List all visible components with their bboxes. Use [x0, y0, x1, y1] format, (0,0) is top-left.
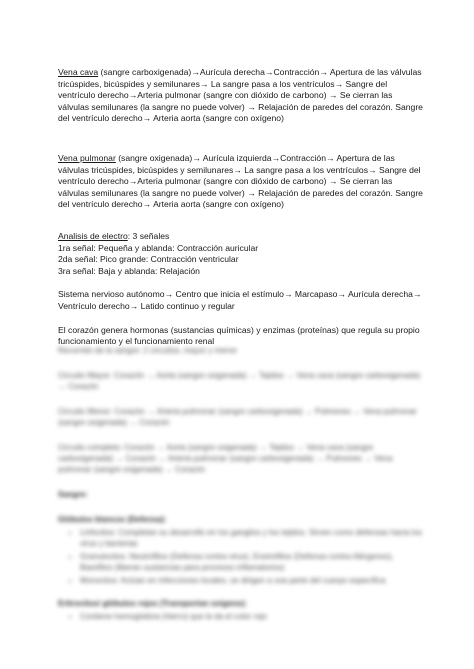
text-electro: : 3 señales: [127, 230, 170, 241]
blurred-eritrocitos: Eritrocitos/ glóbulos rojos (Transportan oxígeno):: [58, 599, 247, 608]
paragraph-sistema-nervioso: [58, 289, 423, 312]
electro-line-1: 1ra señal: Pequeña y ablanda: Contracción auricular: [58, 242, 259, 253]
list-item: • Contiene hemoglobina (hierro) que le da el color rojo: [80, 611, 423, 622]
paragraph-vena-cava: [58, 67, 423, 125]
term-vena-cava: Vena cava: [58, 67, 99, 77]
term-vena-pulmonar: Vena pulmonar: [58, 152, 116, 163]
blurred-sangre-heading: Sangre:: [58, 490, 88, 499]
blurred-circuito-mayor: Circuito Mayor: Corazón → Aorta (sangre oxigenada) → Tejidos → Vena cava (sangre carboxigenada) → Corazón: [58, 371, 421, 391]
text-vena-cava: (sangre carboxigenada)→Aurícula derecha→Contracción→ Apertura de las válvulas tricúspides, bicúspides y semilunares→ La sangre pasa a los ventrículos→ Sangre del ventrículo derecho→Arteria pulmonar (sangre con dióxido de carbono) → Se cierran las válvulas semilunares (la sangre no puede volver) → Relajación de paredes del corazón. Sangre del ventrículo derecho→ Arteria aorta (sangre con oxígeno): [58, 67, 423, 124]
paragraph-electro: [58, 231, 423, 277]
paragraph-vena-pulmonar: [58, 153, 423, 211]
list-item: • Linfocitos: Completan su desarrollo en los ganglios y los tejidos. Sirven como defensas hacia los virus y bacterias: [80, 527, 423, 549]
electro-line-3: 3ra señal: Baja y ablanda: Relajación: [58, 265, 200, 276]
text-sistema-nervioso: Sistema nervioso autónomo→ Centro que inicia el estímulo→ Marcapaso→ Aurícula derecha→ Ventrículo derecho→ Latido continuo y regular: [58, 289, 422, 311]
list-item: • Monocitos: Actúan en infecciones locales, se dirigen a una parte del cuerpo específica: [80, 575, 423, 586]
blurred-circuito-menor: Circuito Menor: Corazón → Arteria pulmonar (sangre carboxigenada) → Pulmones → Vena pulmonar (sangre oxigenada) → Corazón: [58, 407, 417, 427]
blurred-recorrido: Recorrido de la sangre: 2 circuitos, mayor y menor: [58, 346, 238, 355]
blurred-list-rojos: [58, 611, 423, 622]
text-vena-pulmonar: (sangre oxigenada)→ Aurícula izquierda→Contracción→ Apertura de las válvulas tricúspides, bicúspides y semilunares→ La sangre pasa a los ventrículos→ Sangre del ventrículo derecho→Arteria pulmonar (sangre con dióxido de carbono) → Se cierran las válvulas semilunares (la sangre no puede volver) → Relajación de paredes del corazón. Sangre del ventrículo derecho→ Arteria aorta (sangre con oxígeno): [58, 152, 423, 210]
list-item: • Granulocitos: Neutrófilos (Defensa contra virus), Eosinófilos (Defensa contra Alérgenos), Basófilos (liberan sustancias para procesos inflamatorios): [80, 551, 423, 573]
blurred-preview-section: [58, 345, 423, 634]
document-content: [58, 67, 423, 360]
text-hormonas: El corazón genera hormonas (sustancias químicas) y enzimas (proteínas) que regula su propio funcionamiento y el funcionamiento renal: [58, 324, 420, 347]
electro-line-2: 2da señal: Pico grande: Contracción ventricular: [58, 254, 239, 265]
blurred-globulos-blancos: Glóbulos blancos (Defensa):: [58, 515, 167, 524]
blurred-list-blancos: [58, 527, 423, 586]
term-electro: Analisis de electro: [58, 230, 128, 241]
blurred-circuito-completo: Circuito completo: Corazón → Aorta (sangre oxigenada) → Tejidos → Vena cava (sangre carboxigenada) → Corazón → Arteria pulmonar (sangre carboxigenada) → Pulmones → Vena pulmonar (sangre oxigenada) → Corazón: [58, 443, 393, 474]
